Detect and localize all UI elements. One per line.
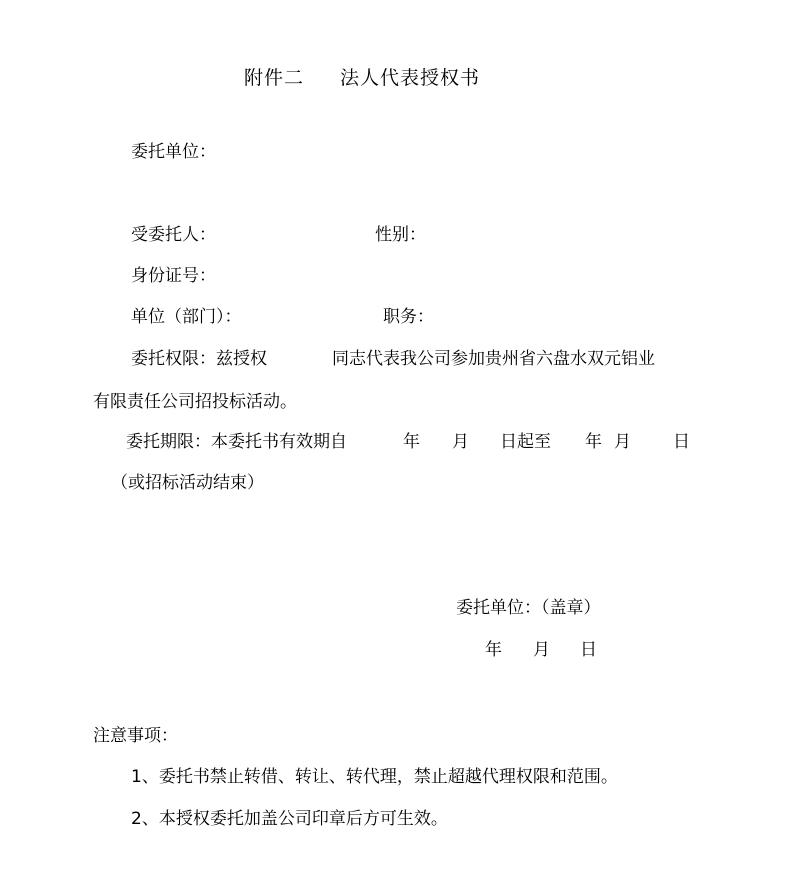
authority-text: 同志代表我公司参加贵州省六盘水双元铝业 bbox=[332, 349, 655, 369]
authority-label: 委托权限：兹授权 bbox=[131, 349, 267, 369]
id-number-label: 身份证号： bbox=[131, 266, 216, 286]
gender-label: 性别： bbox=[375, 225, 426, 245]
period-label: 委托期限：本委托书有效期自 bbox=[126, 432, 347, 452]
trustee-label: 受委托人： bbox=[131, 225, 216, 245]
position-label: 职务： bbox=[383, 307, 434, 327]
signature-month: 月 bbox=[533, 640, 550, 660]
period-month-from: 月 bbox=[452, 432, 469, 452]
period-day-from: 日起至 bbox=[500, 432, 551, 452]
signature-day: 日 bbox=[580, 640, 597, 660]
authority-text-continued: 有限责任公司招投标活动。 bbox=[93, 392, 297, 412]
note-item-2: 2、本授权委托加盖公司印章后方可生效。 bbox=[131, 809, 448, 829]
note-item-1: 1、委托书禁止转借、转让、转代理，禁止超越代理权限和范围。 bbox=[131, 767, 618, 787]
period-month-to: 月 bbox=[614, 432, 631, 452]
document-title: 法人代表授权书 bbox=[340, 67, 481, 89]
attachment-label: 附件二 bbox=[244, 67, 305, 89]
period-note: （或招标活动结束） bbox=[111, 473, 264, 493]
period-year-to: 年 bbox=[585, 432, 602, 452]
signature-year: 年 bbox=[485, 640, 502, 660]
department-label: 单位（部门）： bbox=[131, 307, 242, 327]
notes-heading: 注意事项： bbox=[93, 726, 178, 746]
period-day-to: 日 bbox=[673, 432, 690, 452]
period-year-from: 年 bbox=[403, 432, 420, 452]
entrusting-unit-label: 委托单位： bbox=[131, 142, 216, 162]
unit-seal-label: 委托单位：（盖章） bbox=[456, 598, 601, 618]
